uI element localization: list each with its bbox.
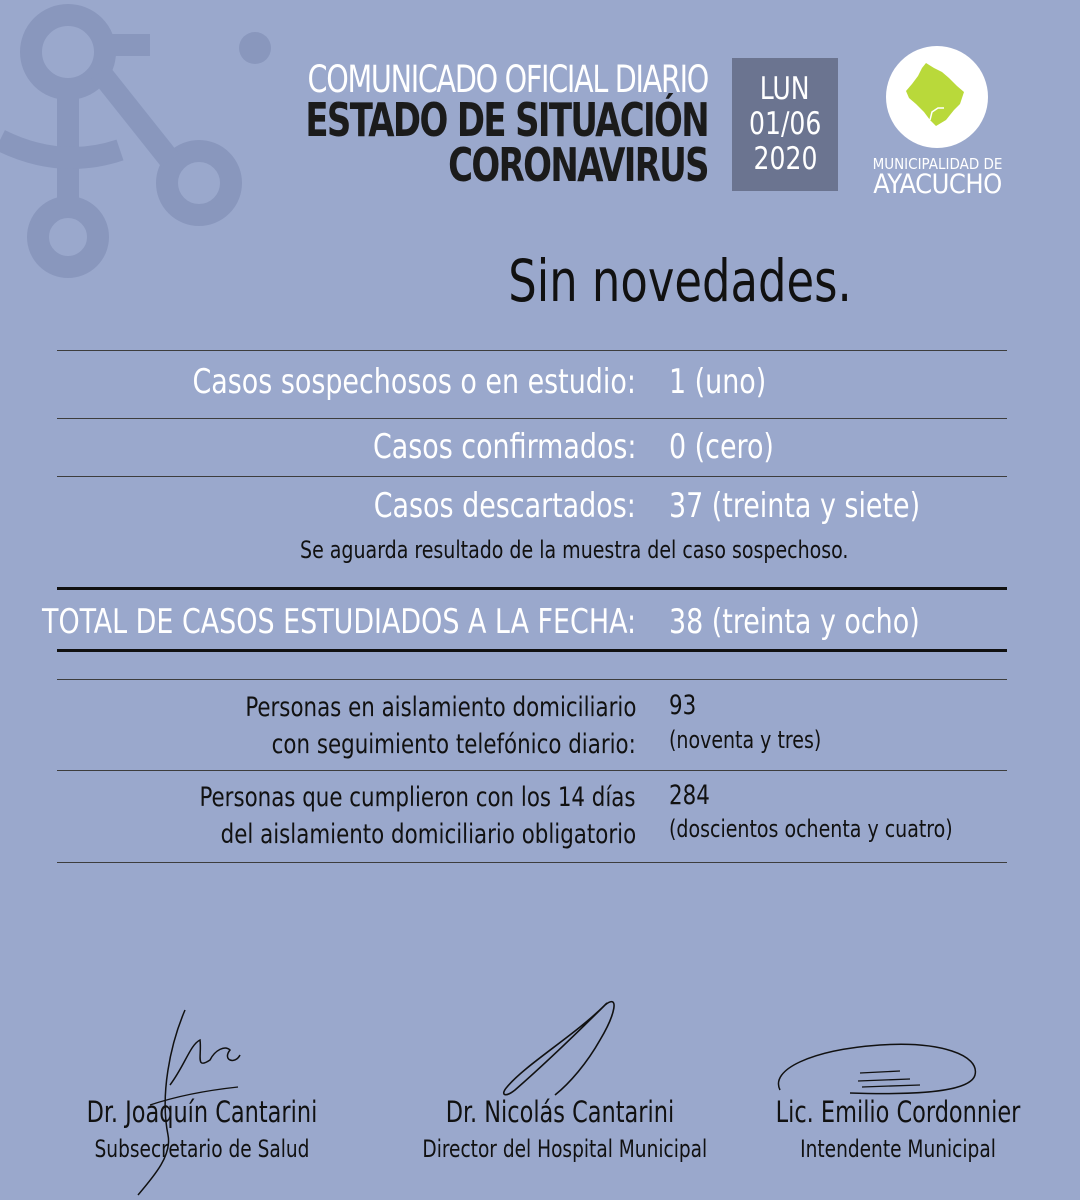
signature-name-3: Lic. Emilio Cordonnier: [775, 1095, 1021, 1129]
divider-line-thick: [57, 587, 1007, 590]
row-label-confirmed: Casos confirmados:: [372, 427, 636, 467]
signature-role-1: Subsecretario de Salud: [94, 1135, 310, 1163]
divider-line: [57, 679, 1007, 680]
row-value-suspected: 1 (uno): [669, 362, 767, 402]
isolation-label-line-2: con seguimiento telefónico diario:: [271, 729, 636, 760]
completed-value: 284: [669, 780, 710, 811]
header-line-2: ESTADO DE SITUACIÓN: [305, 93, 708, 148]
divider-line: [57, 350, 1007, 351]
row-value-discarded: 37 (treinta y siete): [669, 486, 921, 526]
total-value: 38 (treinta y ocho): [669, 602, 920, 642]
divider-line-thick: [57, 649, 1007, 652]
date-badge: [732, 58, 838, 191]
signature-scribble-2: [495, 995, 625, 1105]
date-day-month: 01/06: [748, 106, 822, 143]
header-line-1: COMUNICADO OFICIAL DIARIO: [307, 58, 708, 101]
total-label: TOTAL DE CASOS ESTUDIADOS A LA FECHA:: [41, 602, 636, 642]
completed-value-text: (doscientos ochenta y cuatro): [669, 815, 953, 843]
headline: Sin novedades.: [508, 247, 852, 315]
header-title: [217, 58, 708, 193]
row-label-suspected: Casos sospechosos o en estudio:: [192, 362, 636, 402]
note-text: Se aguarda resultado de la muestra del caso sospechoso.: [300, 536, 849, 564]
isolation-value-text: (noventa y tres): [669, 726, 822, 754]
divider-line: [57, 476, 1007, 477]
isolation-value: 93: [669, 690, 697, 721]
isolation-label-line-1: Personas en aislamiento domiciliario: [244, 692, 636, 723]
divider-line: [57, 770, 1007, 771]
signature-name-2: Dr. Nicolás Cantarini: [445, 1095, 675, 1129]
date-year: 2020: [753, 140, 817, 177]
row-label-discarded: Casos descartados:: [373, 486, 636, 526]
signature-scribble-3: [770, 1035, 985, 1100]
completed-label-line-2: del aislamiento domiciliario obligatorio: [220, 819, 636, 850]
divider-line: [57, 862, 1007, 863]
ayacucho-map-icon: [886, 46, 988, 148]
divider-line: [57, 418, 1007, 419]
signature-role-3: Intendente Municipal: [800, 1135, 996, 1163]
signature-name-1: Dr. Joaquín Cantarini: [86, 1095, 318, 1129]
logo-text-line-2: AYACUCHO: [873, 169, 1002, 200]
date-weekday: LUN: [760, 71, 810, 108]
logo-text-line-1: MUNICIPALIDAD DE: [872, 155, 1003, 173]
header-line-3: CORONAVIRUS: [448, 138, 708, 193]
row-value-confirmed: 0 (cero): [669, 427, 774, 467]
signature-role-2: Director del Hospital Municipal: [422, 1135, 708, 1163]
completed-label-line-1: Personas que cumplieron con los 14 días: [199, 782, 636, 813]
